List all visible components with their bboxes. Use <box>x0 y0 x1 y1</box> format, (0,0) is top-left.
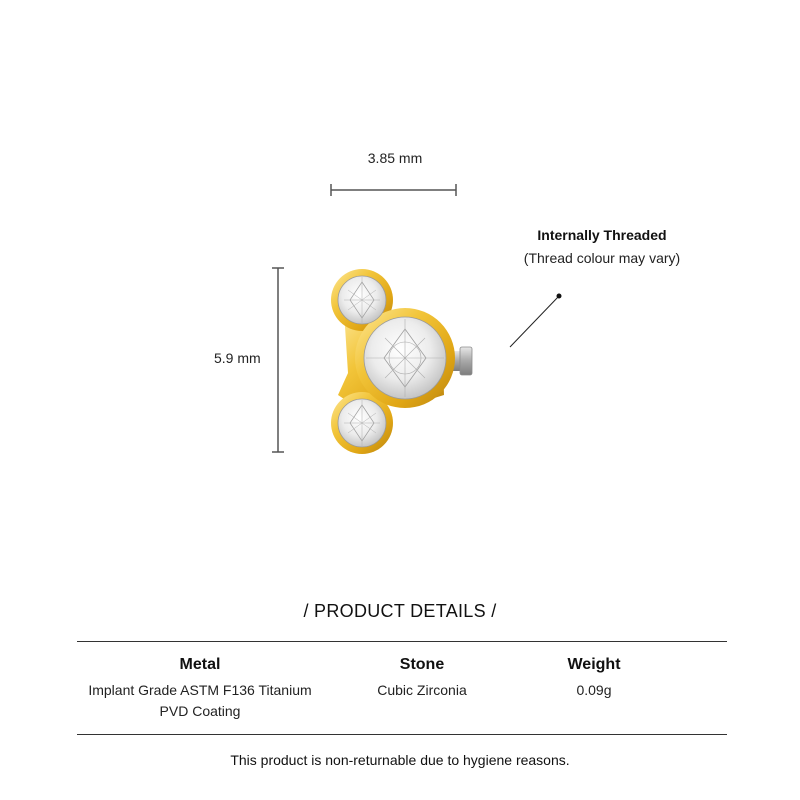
stone-value <box>322 680 522 701</box>
stone-center <box>364 317 446 399</box>
width-dimension-label: 3.85 mm <box>367 150 423 166</box>
stone-bottom <box>338 399 386 447</box>
metal-title: Metal <box>179 656 221 673</box>
metal-value-line: PVD Coating <box>159 703 241 719</box>
callout-subtitle: (Thread colour may vary) <box>523 250 681 266</box>
stone-value-line: Cubic Zirconia <box>377 682 467 698</box>
weight-value-line: 0.09g <box>576 682 612 698</box>
height-dimension-line <box>268 262 288 458</box>
details-top-rule <box>77 641 727 642</box>
callout-pointer <box>500 285 570 355</box>
product-illustration <box>320 255 490 470</box>
height-dimension-label: 5.9 mm <box>214 350 261 366</box>
metal-value <box>60 680 340 722</box>
weight-value <box>519 680 669 701</box>
stone-column <box>322 656 522 701</box>
details-bottom-rule <box>77 734 727 735</box>
metal-column <box>60 656 340 722</box>
non-returnable-note: This product is non-returnable due to hygiene reasons. <box>230 752 570 768</box>
product-details-heading: / PRODUCT DETAILS / <box>303 601 497 621</box>
callout-title: Internally Threaded <box>537 227 667 243</box>
stone-top <box>338 276 386 324</box>
stone-title: Stone <box>399 656 445 673</box>
metal-value-line: Implant Grade ASTM F136 Titanium <box>88 682 312 698</box>
weight-title: Weight <box>567 656 621 673</box>
weight-column <box>519 656 669 701</box>
width-dimension-line <box>325 180 465 200</box>
